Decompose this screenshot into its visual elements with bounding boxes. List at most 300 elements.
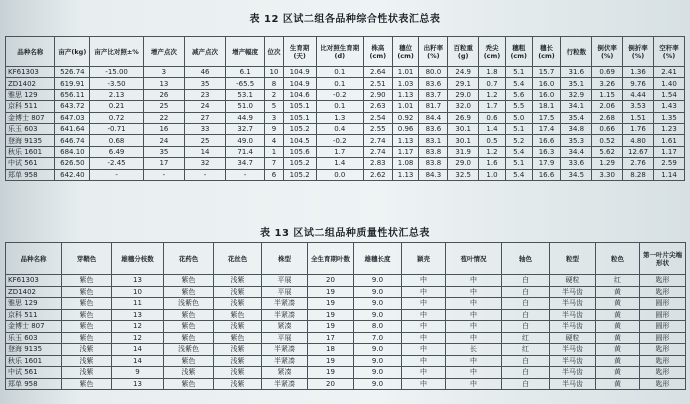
table-cell: 浅紫: [214, 344, 262, 356]
table-cell: 1.2: [479, 146, 506, 157]
table-cell: 9.76: [623, 78, 654, 89]
table-cell: 圆形: [640, 309, 686, 321]
table-cell: 13: [143, 78, 184, 89]
table-cell: 9.0: [354, 367, 402, 379]
table-cell: 646.74: [55, 135, 90, 146]
column-header: 苞叶情况: [446, 243, 502, 275]
table-cell: 1.7: [316, 146, 363, 157]
table-cell: -0.71: [90, 123, 143, 134]
table-cell: 2.41: [653, 67, 684, 78]
table-cell: 4.44: [623, 89, 654, 100]
table-cell: 紧凑: [262, 367, 308, 379]
table-cell: 白: [502, 309, 550, 321]
agronomic-traits-table: [5, 36, 685, 181]
table-cell: 紫色: [62, 321, 112, 333]
table-cell: 白: [502, 275, 550, 287]
column-header: 空秆率(%): [653, 37, 684, 67]
table-cell: 黄: [596, 367, 640, 379]
table-cell: -: [143, 169, 184, 180]
table-cell: 0.6: [479, 112, 506, 123]
table-cell: 32.9: [561, 89, 592, 100]
table-cell: 29.0: [448, 89, 479, 100]
column-header: 秃尖(cm): [479, 37, 506, 67]
table-cell: 104.5: [283, 135, 316, 146]
table-cell: 105.1: [283, 112, 316, 123]
table-cell: 5.62: [592, 146, 623, 157]
column-header: 增产点次: [143, 37, 184, 67]
table-cell: 平展: [262, 332, 308, 344]
table-cell: 黄: [596, 298, 640, 310]
table-cell: 紫色: [214, 309, 262, 321]
table-cell: 长: [446, 344, 502, 356]
table-cell: 浅紫: [164, 367, 214, 379]
table-cell: 9.0: [354, 309, 402, 321]
table-cell: 1.15: [592, 89, 623, 100]
table-cell: 1.01: [392, 101, 419, 112]
table-cell: 中: [402, 321, 446, 333]
table-cell: 中: [446, 378, 502, 390]
table-cell: 中: [402, 275, 446, 287]
table-cell: 27: [184, 112, 225, 123]
table-row: [6, 67, 685, 78]
table-cell: 半马齿: [550, 309, 596, 321]
column-header: 出籽率(%): [419, 37, 448, 67]
table-cell: 12: [112, 321, 164, 333]
table-cell: 0.92: [392, 112, 419, 123]
table-cell: 黄: [596, 309, 640, 321]
table-cell: 20: [308, 275, 354, 287]
table-cell: 1.43: [653, 101, 684, 112]
column-header: 倒伏率(%): [592, 37, 623, 67]
table-cell: 34.1: [561, 101, 592, 112]
table-row: [6, 378, 686, 390]
table-cell: 34.4: [561, 146, 592, 157]
table-cell: 2.63: [363, 101, 392, 112]
table-cell: 26: [143, 89, 184, 100]
table-cell: 3.26: [592, 78, 623, 89]
table-cell: 白: [502, 378, 550, 390]
table-cell: 9: [265, 123, 284, 134]
table-cell: 白: [502, 286, 550, 298]
table-cell: 浅紫: [214, 298, 262, 310]
table-cell: 浅紫: [62, 367, 112, 379]
table-cell: 1.29: [592, 158, 623, 169]
table-cell: 浅紫: [214, 275, 262, 287]
variety-name-cell: 郑单 958: [6, 378, 62, 390]
table-cell: 619.91: [55, 78, 90, 89]
table-row: [6, 78, 685, 89]
table-cell: 83.7: [419, 89, 448, 100]
table-cell: 7.0: [354, 332, 402, 344]
table-cell: 53.1: [226, 89, 265, 100]
table-cell: 13: [112, 275, 164, 287]
table-cell: 643.72: [55, 101, 90, 112]
table-row: [6, 298, 686, 310]
table-cell: 10: [112, 286, 164, 298]
table-cell: 5.6: [505, 89, 532, 100]
table-cell: 中: [402, 309, 446, 321]
table-cell: 中: [446, 367, 502, 379]
table-cell: 浅紫: [62, 344, 112, 356]
column-header: 花药色: [164, 243, 214, 275]
table-cell: 8: [265, 78, 284, 89]
table-cell: 34.5: [561, 169, 592, 180]
table-cell: 24: [184, 101, 225, 112]
table-cell: 19: [308, 367, 354, 379]
table-cell: 7: [265, 158, 284, 169]
table-row: [6, 123, 685, 134]
table-cell: 平展: [262, 275, 308, 287]
table-cell: 35: [184, 78, 225, 89]
table-cell: 圆形: [640, 298, 686, 310]
column-header: 粒色: [596, 243, 640, 275]
table-cell: 8.28: [623, 169, 654, 180]
table-cell: 9.0: [354, 275, 402, 287]
table-cell: 26.9: [448, 112, 479, 123]
table-cell: 0.66: [592, 123, 623, 134]
table-cell: 16.6: [532, 135, 561, 146]
table-row: [6, 169, 685, 180]
table-cell: 29.0: [448, 158, 479, 169]
table-cell: 白: [502, 321, 550, 333]
table-cell: 中: [402, 367, 446, 379]
table-cell: 2.76: [623, 158, 654, 169]
table-cell: 25: [143, 101, 184, 112]
table-cell: 紫色: [62, 332, 112, 344]
table-cell: 32.0: [448, 101, 479, 112]
table-cell: -: [226, 169, 265, 180]
table-cell: 浅紫: [214, 378, 262, 390]
table-cell: 83.8: [419, 146, 448, 157]
variety-name-cell: 登海 9135: [6, 344, 62, 356]
table-cell: 紫色: [62, 286, 112, 298]
table-row: [6, 89, 685, 100]
variety-name-cell: 京科 511: [6, 309, 62, 321]
table-cell: 84.4: [419, 112, 448, 123]
column-header: 芽鞘色: [62, 243, 112, 275]
table-cell: 1.8: [479, 67, 506, 78]
column-header: 亩产(kg): [55, 37, 90, 67]
table-cell: 黄: [596, 321, 640, 333]
table-cell: 104.6: [283, 89, 316, 100]
table-cell: 红: [596, 275, 640, 287]
table-row: [6, 309, 686, 321]
table-cell: 白: [502, 355, 550, 367]
variety-name-cell: 秋乐 1601: [6, 355, 62, 367]
table-cell: 圆形: [640, 332, 686, 344]
table-row: [6, 344, 686, 356]
table-cell: 浅紫: [214, 321, 262, 333]
table-cell: 1.35: [653, 112, 684, 123]
table-cell: -3.50: [90, 78, 143, 89]
table-cell: 中: [446, 332, 502, 344]
table-cell: 紫色: [164, 355, 214, 367]
table-cell: 1.0: [479, 169, 506, 180]
column-header: 穗长(cm): [532, 37, 561, 67]
table-cell: 2.59: [653, 158, 684, 169]
variety-name-cell: 郑单 958: [6, 169, 55, 180]
column-header: 穗位(cm): [392, 37, 419, 67]
table-cell: 5.1: [505, 158, 532, 169]
table-cell: 黄: [596, 355, 640, 367]
table-cell: 5.2: [505, 135, 532, 146]
table-cell: 2.74: [363, 135, 392, 146]
table-cell: 1.61: [653, 135, 684, 146]
table-cell: 匙形: [640, 286, 686, 298]
table-cell: 3.30: [592, 169, 623, 180]
table2-title: 表 13 区试二组品种质量性状汇总表: [260, 228, 430, 239]
column-header: 粒型: [550, 243, 596, 275]
table-cell: 9.0: [354, 298, 402, 310]
table-cell: 2.55: [363, 123, 392, 134]
table-cell: 5.4: [505, 146, 532, 157]
column-header: 增产幅度: [226, 37, 265, 67]
table-cell: 0.7: [479, 78, 506, 89]
table-cell: 17.5: [532, 112, 561, 123]
table-cell: 32.7: [226, 123, 265, 134]
table-cell: 半马齿: [550, 367, 596, 379]
table-cell: 44.9: [226, 112, 265, 123]
table-cell: 5.4: [505, 78, 532, 89]
table-cell: 12: [112, 332, 164, 344]
table-cell: 中: [402, 355, 446, 367]
variety-name-cell: 秋乐 1601: [6, 146, 55, 157]
table-cell: 0.69: [592, 67, 623, 78]
column-header: 雄穗分枝数: [112, 243, 164, 275]
table-cell: -65.5: [226, 78, 265, 89]
table-cell: 526.74: [55, 67, 90, 78]
table-row: [6, 135, 685, 146]
table-cell: 黄: [596, 344, 640, 356]
table-cell: 6.49: [90, 146, 143, 157]
table-cell: 31.9: [448, 146, 479, 157]
variety-name-cell: 中试 561: [6, 158, 55, 169]
table-cell: 83.6: [419, 123, 448, 134]
table-cell: 中: [446, 275, 502, 287]
table-cell: 30.1: [448, 123, 479, 134]
table-cell: 2: [265, 89, 284, 100]
table-cell: 18.1: [532, 101, 561, 112]
table-cell: 105.2: [283, 123, 316, 134]
table-cell: -15.00: [90, 67, 143, 78]
table-cell: 11: [112, 298, 164, 310]
table-cell: 圆形: [640, 321, 686, 333]
table-cell: 紫色: [164, 332, 214, 344]
table-row: [6, 321, 686, 333]
table-cell: 黄: [596, 378, 640, 390]
table-cell: 51.0: [226, 101, 265, 112]
table-cell: 104.9: [283, 78, 316, 89]
table-cell: 35.4: [561, 112, 592, 123]
table-cell: 18: [308, 344, 354, 356]
column-header: 全生育期叶数: [308, 243, 354, 275]
table-cell: 半马齿: [550, 321, 596, 333]
table-cell: 中: [446, 298, 502, 310]
table-cell: 2.74: [363, 146, 392, 157]
table-cell: 2.64: [363, 67, 392, 78]
table-cell: -: [90, 169, 143, 180]
table-cell: 9: [112, 367, 164, 379]
table-cell: 6: [265, 169, 284, 180]
table-cell: 14: [112, 344, 164, 356]
quality-traits-table: [5, 242, 686, 390]
table-cell: 0.4: [316, 123, 363, 134]
table-cell: 83.6: [419, 78, 448, 89]
table-cell: 半马齿: [550, 344, 596, 356]
variety-name-cell: ZD1402: [6, 78, 55, 89]
table-cell: 31.6: [561, 67, 592, 78]
table-cell: 浅紫色: [164, 298, 214, 310]
variety-name-cell: 金博士 807: [6, 321, 62, 333]
table-cell: 19: [308, 355, 354, 367]
table-row: [6, 286, 686, 298]
column-header: 穗粗(cm): [505, 37, 532, 67]
table-cell: 104.9: [283, 67, 316, 78]
table-cell: 5.1: [505, 67, 532, 78]
table-cell: 1.23: [653, 123, 684, 134]
variety-name-cell: 金博士 807: [6, 112, 55, 123]
table-cell: 5.1: [505, 123, 532, 134]
table-cell: 5.5: [505, 101, 532, 112]
table-cell: 5.4: [505, 169, 532, 180]
table-cell: 中: [402, 378, 446, 390]
table-cell: 5: [265, 101, 284, 112]
table-cell: 19: [308, 321, 354, 333]
table-cell: 匙形: [640, 355, 686, 367]
table-cell: 83.1: [419, 135, 448, 146]
table-cell: 16.6: [532, 169, 561, 180]
table-cell: 1.01: [392, 67, 419, 78]
table-row: [6, 112, 685, 123]
column-header: 倒折率(%): [623, 37, 654, 67]
table-cell: 0.72: [90, 112, 143, 123]
table-cell: 1.2: [479, 89, 506, 100]
table-cell: 8.0: [354, 321, 402, 333]
table-cell: 1.17: [392, 146, 419, 157]
table-cell: 1.76: [623, 123, 654, 134]
table-cell: 中: [402, 344, 446, 356]
variety-name-cell: ZD1402: [6, 286, 62, 298]
table-cell: 半紧凑: [262, 298, 308, 310]
table-cell: 浅紫: [214, 286, 262, 298]
table-cell: 紫色: [164, 275, 214, 287]
table1-header-row: [6, 37, 685, 67]
table-cell: 5.0: [505, 112, 532, 123]
table-cell: 黄: [596, 332, 640, 344]
column-header: 减产点次: [184, 37, 225, 67]
column-header: 花丝色: [214, 243, 262, 275]
table-cell: 1.54: [653, 89, 684, 100]
table-cell: 1.13: [392, 169, 419, 180]
table-cell: 半紧凑: [262, 378, 308, 390]
table-cell: 17.4: [532, 123, 561, 134]
table-cell: 83.8: [419, 158, 448, 169]
table-cell: 105.2: [283, 169, 316, 180]
table-cell: 1.7: [479, 101, 506, 112]
table-cell: 641.64: [55, 123, 90, 134]
table-cell: 白: [502, 367, 550, 379]
table-cell: 2.06: [592, 101, 623, 112]
table-cell: 19: [308, 309, 354, 321]
table-cell: 34.8: [561, 123, 592, 134]
table-cell: 0.1: [316, 78, 363, 89]
table-cell: 1.51: [623, 112, 654, 123]
column-header: 株型: [262, 243, 308, 275]
table-cell: 19: [308, 298, 354, 310]
table-cell: 33.6: [561, 158, 592, 169]
table-cell: 105.2: [283, 158, 316, 169]
table-cell: 0.1: [316, 67, 363, 78]
table-cell: 626.50: [55, 158, 90, 169]
table-cell: 中: [446, 309, 502, 321]
table-cell: 13: [112, 309, 164, 321]
table-cell: 平展: [262, 286, 308, 298]
table-row: [6, 158, 685, 169]
table-cell: 浅紫: [214, 367, 262, 379]
table-cell: 紫色: [164, 378, 214, 390]
table-cell: 9.0: [354, 344, 402, 356]
table-cell: 浅紫: [62, 355, 112, 367]
table-cell: 17: [143, 158, 184, 169]
table-cell: 1.3: [316, 112, 363, 123]
table-cell: 紫色: [214, 332, 262, 344]
table-cell: 紧凑: [262, 321, 308, 333]
column-header: 颖壳: [402, 243, 446, 275]
variety-name-cell: 乐玉 603: [6, 123, 55, 134]
table-cell: -: [184, 169, 225, 180]
column-header: 亩产比对照±%: [90, 37, 143, 67]
table-cell: 半紧凑: [262, 309, 308, 321]
table-cell: 9.0: [354, 355, 402, 367]
table-cell: 9.0: [354, 286, 402, 298]
table-cell: 匙形: [640, 378, 686, 390]
table-cell: 0.0: [316, 169, 363, 180]
table-cell: 紫色: [164, 309, 214, 321]
table2-header-row: [6, 243, 686, 275]
table-cell: 匙形: [640, 275, 686, 287]
table-cell: 中: [446, 286, 502, 298]
table-cell: 15.7: [532, 67, 561, 78]
table-cell: 13: [112, 378, 164, 390]
table-cell: 71.4: [226, 146, 265, 157]
table-cell: 匙形: [640, 344, 686, 356]
variety-name-cell: 登海 9135: [6, 135, 55, 146]
table-cell: 19: [308, 286, 354, 298]
column-header: 株高(cm): [363, 37, 392, 67]
table-cell: 硬粒: [550, 332, 596, 344]
column-header: 比对照生育期(d): [316, 37, 363, 67]
table-cell: 4: [265, 135, 284, 146]
table-cell: 3: [265, 112, 284, 123]
table-cell: 16.3: [532, 146, 561, 157]
table-cell: 80.0: [419, 67, 448, 78]
table-cell: 红: [502, 344, 550, 356]
table-cell: 0.68: [90, 135, 143, 146]
table-cell: 33: [184, 123, 225, 134]
table-cell: 4.80: [623, 135, 654, 146]
table-cell: 3.53: [623, 101, 654, 112]
table-cell: 24: [143, 135, 184, 146]
table-cell: 29.1: [448, 78, 479, 89]
table-cell: 半紧凑: [262, 344, 308, 356]
table-cell: 14: [184, 146, 225, 157]
column-header: 轴色: [502, 243, 550, 275]
table-cell: 半马齿: [550, 298, 596, 310]
table-cell: 2.83: [363, 158, 392, 169]
table-cell: 35.1: [561, 78, 592, 89]
table-cell: 1.08: [392, 158, 419, 169]
variety-name-cell: 雅思 129: [6, 89, 55, 100]
